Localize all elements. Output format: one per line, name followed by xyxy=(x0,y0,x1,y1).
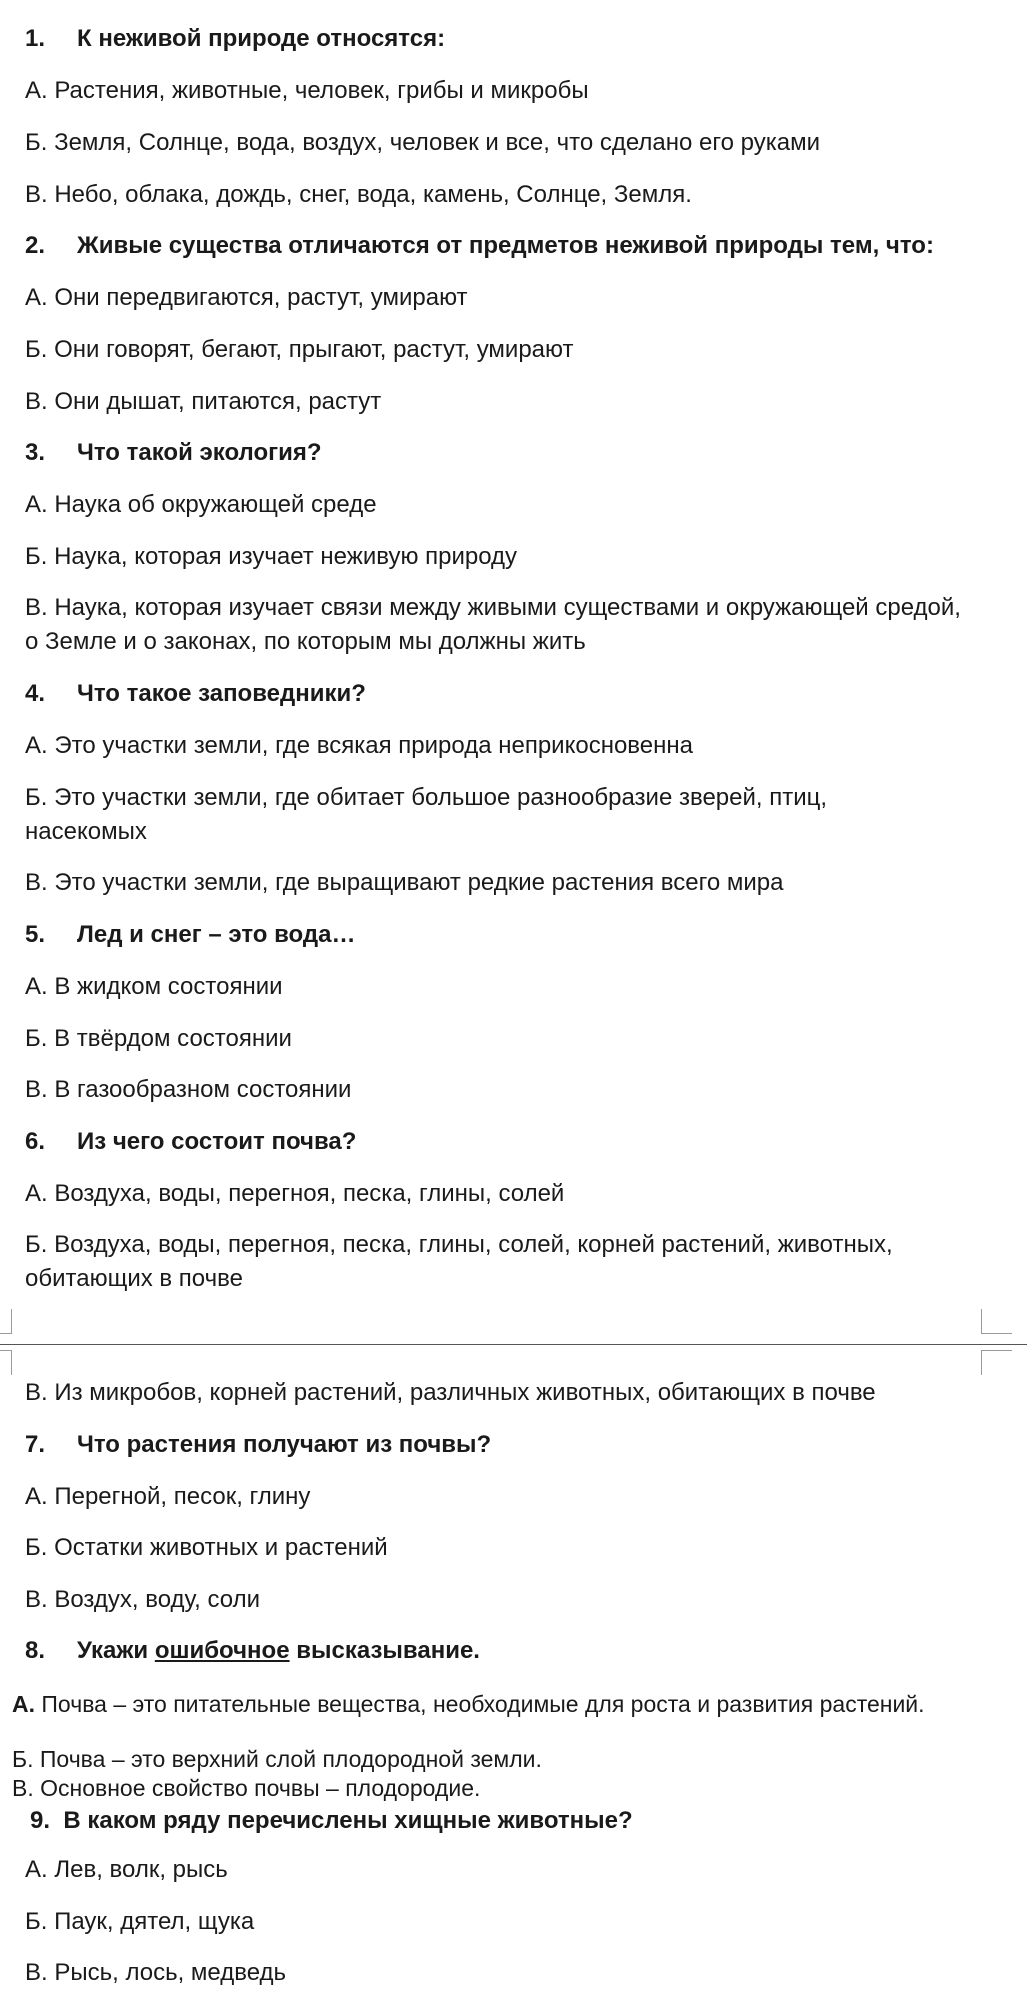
q2-option-b: Б. Они говорят, бегают, прыгают, растут, умирают xyxy=(25,336,574,363)
question-9: 9. В каком ряду перечислены хищные животные? xyxy=(30,1807,633,1834)
q2-option-a: А. Они передвигаются, растут, умирают xyxy=(25,284,468,311)
q5-option-c: В. В газообразном состоянии xyxy=(25,1076,352,1103)
q7-option-c: В. Воздух, воду, соли xyxy=(25,1586,260,1613)
page-corner-mark xyxy=(981,1309,1012,1334)
question-2: 2. Живые существа отличаются от предметов неживой природы тем, что: xyxy=(25,232,934,259)
q8-option-a: А. Почва – это питательные вещества, необходимые для роста и развития растений. xyxy=(12,1691,925,1717)
q6-option-a: А. Воздуха, воды, перегноя, песка, глины, солей xyxy=(25,1180,565,1207)
q5-option-b: Б. В твёрдом состоянии xyxy=(25,1025,292,1052)
page-corner-mark xyxy=(981,1350,1012,1375)
q8-option-b: Б. Почва – это верхний слой плодородной земли. xyxy=(12,1746,542,1772)
q6-option-c: В. Из микробов, корней растений, различных животных, обитающих в почве xyxy=(25,1379,876,1406)
q2-option-c: В. Они дышат, питаются, растут xyxy=(25,388,382,415)
q6-option-b: Б. Воздуха, воды, перегноя, песка, глины, солей, корней растений, животных, обитающих в почве xyxy=(25,1231,893,1292)
page-corner-mark xyxy=(0,1309,12,1334)
q3-option-b: Б. Наука, которая изучает неживую природу xyxy=(25,543,518,570)
question-1: 1. К неживой природе относятся: xyxy=(25,25,446,52)
q4-option-a: А. Это участки земли, где всякая природа неприкосновенна xyxy=(25,732,693,759)
question-7: 7. Что растения получают из почвы? xyxy=(25,1431,492,1458)
q3-option-c: В. Наука, которая изучает связи между живыми существами и окружающей средой, о Земле и о законах, по которым мы должны жить xyxy=(25,594,961,655)
question-3: 3. Что такой экология? xyxy=(25,439,322,466)
q9-option-b: Б. Паук, дятел, щука xyxy=(25,1908,255,1935)
page-break-line xyxy=(0,1344,1027,1345)
q7-option-a: А. Перегной, песок, глину xyxy=(25,1483,311,1510)
q9-option-a: А. Лев, волк, рысь xyxy=(25,1856,228,1883)
underlined-word: ошибочное xyxy=(154,1637,290,1664)
q7-option-b: Б. Остатки животных и растений xyxy=(25,1534,388,1561)
q9-option-c: В. Рысь, лось, медведь xyxy=(25,1959,287,1986)
question-8: 8. Укажи ошибочное высказывание. xyxy=(25,1637,480,1664)
q8-option-c: В. Основное свойство почвы – плодородие. xyxy=(12,1775,481,1801)
q1-option-c: В. Небо, облака, дождь, снег, вода, камень, Солнце, Земля. xyxy=(25,181,692,208)
q5-option-a: А. В жидком состоянии xyxy=(25,973,283,1000)
question-5: 5. Лед и снег – это вода… xyxy=(25,921,356,948)
q1-option-b: Б. Земля, Солнце, вода, воздух, человек и все, что сделано его руками xyxy=(25,129,820,156)
q1-option-a: А. Растения, животные, человек, грибы и микробы xyxy=(25,77,589,104)
q3-option-a: А. Наука об окружающей среде xyxy=(25,491,377,518)
page-corner-mark xyxy=(0,1350,12,1375)
question-4: 4. Что такое заповедники? xyxy=(25,680,366,707)
q4-option-b: Б. Это участки земли, где обитает большое разнообразие зверей, птиц, насекомых xyxy=(25,784,828,845)
q4-option-c: В. Это участки земли, где выращивают редкие растения всего мира xyxy=(25,869,784,896)
question-6: 6. Из чего состоит почва? xyxy=(25,1128,357,1155)
